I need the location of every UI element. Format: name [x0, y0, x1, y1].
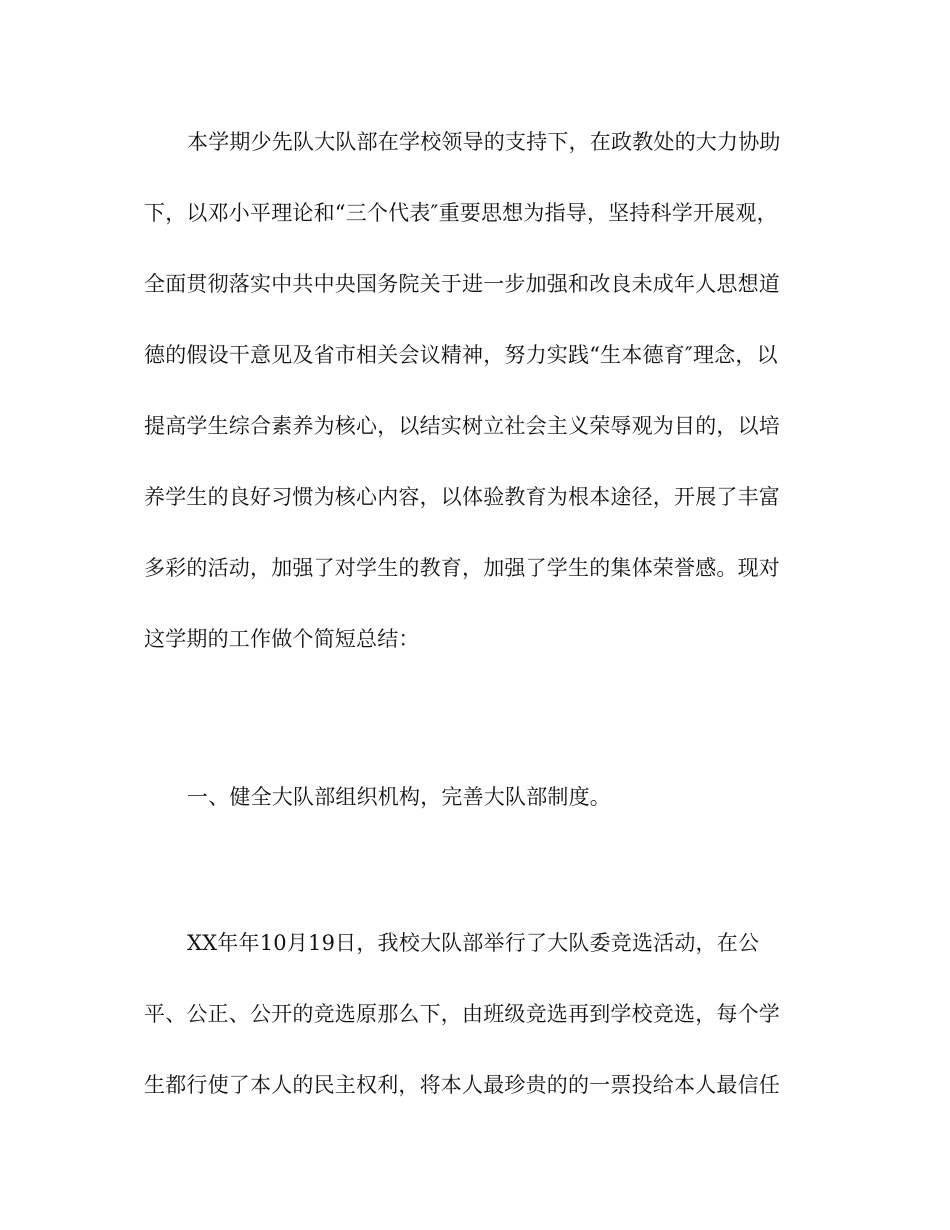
paragraph-2-line-3: 生都行使了本人的民主权利，将本人最珍贵的的一票投给本人最信任: [144, 1073, 780, 1097]
paragraph-2-line-2: 平、公正、公开的竞选原那么下，由班级竞选再到学校竞选，每个学: [144, 1002, 780, 1026]
paragraph-1-line-8: 这学期的工作做个简短总结：: [144, 627, 420, 651]
paragraph-1-line-4: 德的假设干意见及省市相关会议精神，努力实践“生本德育″理念，以: [144, 343, 778, 367]
paragraph-1-line-2: 下，以邓小平理论和“三个代表″重要思想为指导，坚持科学开展观，: [144, 201, 778, 225]
section-heading-1: 一、健全大队部组织机构，完善大队部制度。: [187, 785, 611, 809]
paragraph-1-line-3: 全面贯彻落实中共中央国务院关于进一步加强和改良未成年人思想道: [144, 272, 780, 296]
paragraph-1-line-1: 本学期少先队大队部在学校领导的支持下，在政教处的大力协助: [187, 130, 781, 154]
paragraph-2-line-1: XX年年10月19日，我校大队部举行了大队委竞选活动，在公: [187, 931, 760, 955]
paragraph-1-line-6: 养学生的良好习惯为核心内容，以体验教育为根本途径，开展了丰富: [144, 485, 780, 509]
paragraph-1-line-7: 多彩的活动，加强了对学生的教育，加强了学生的集体荣誉感。现对: [144, 556, 780, 580]
paragraph-1-line-5: 提高学生综合素养为核心，以结实树立社会主义荣辱观为目的，以培: [144, 414, 780, 438]
